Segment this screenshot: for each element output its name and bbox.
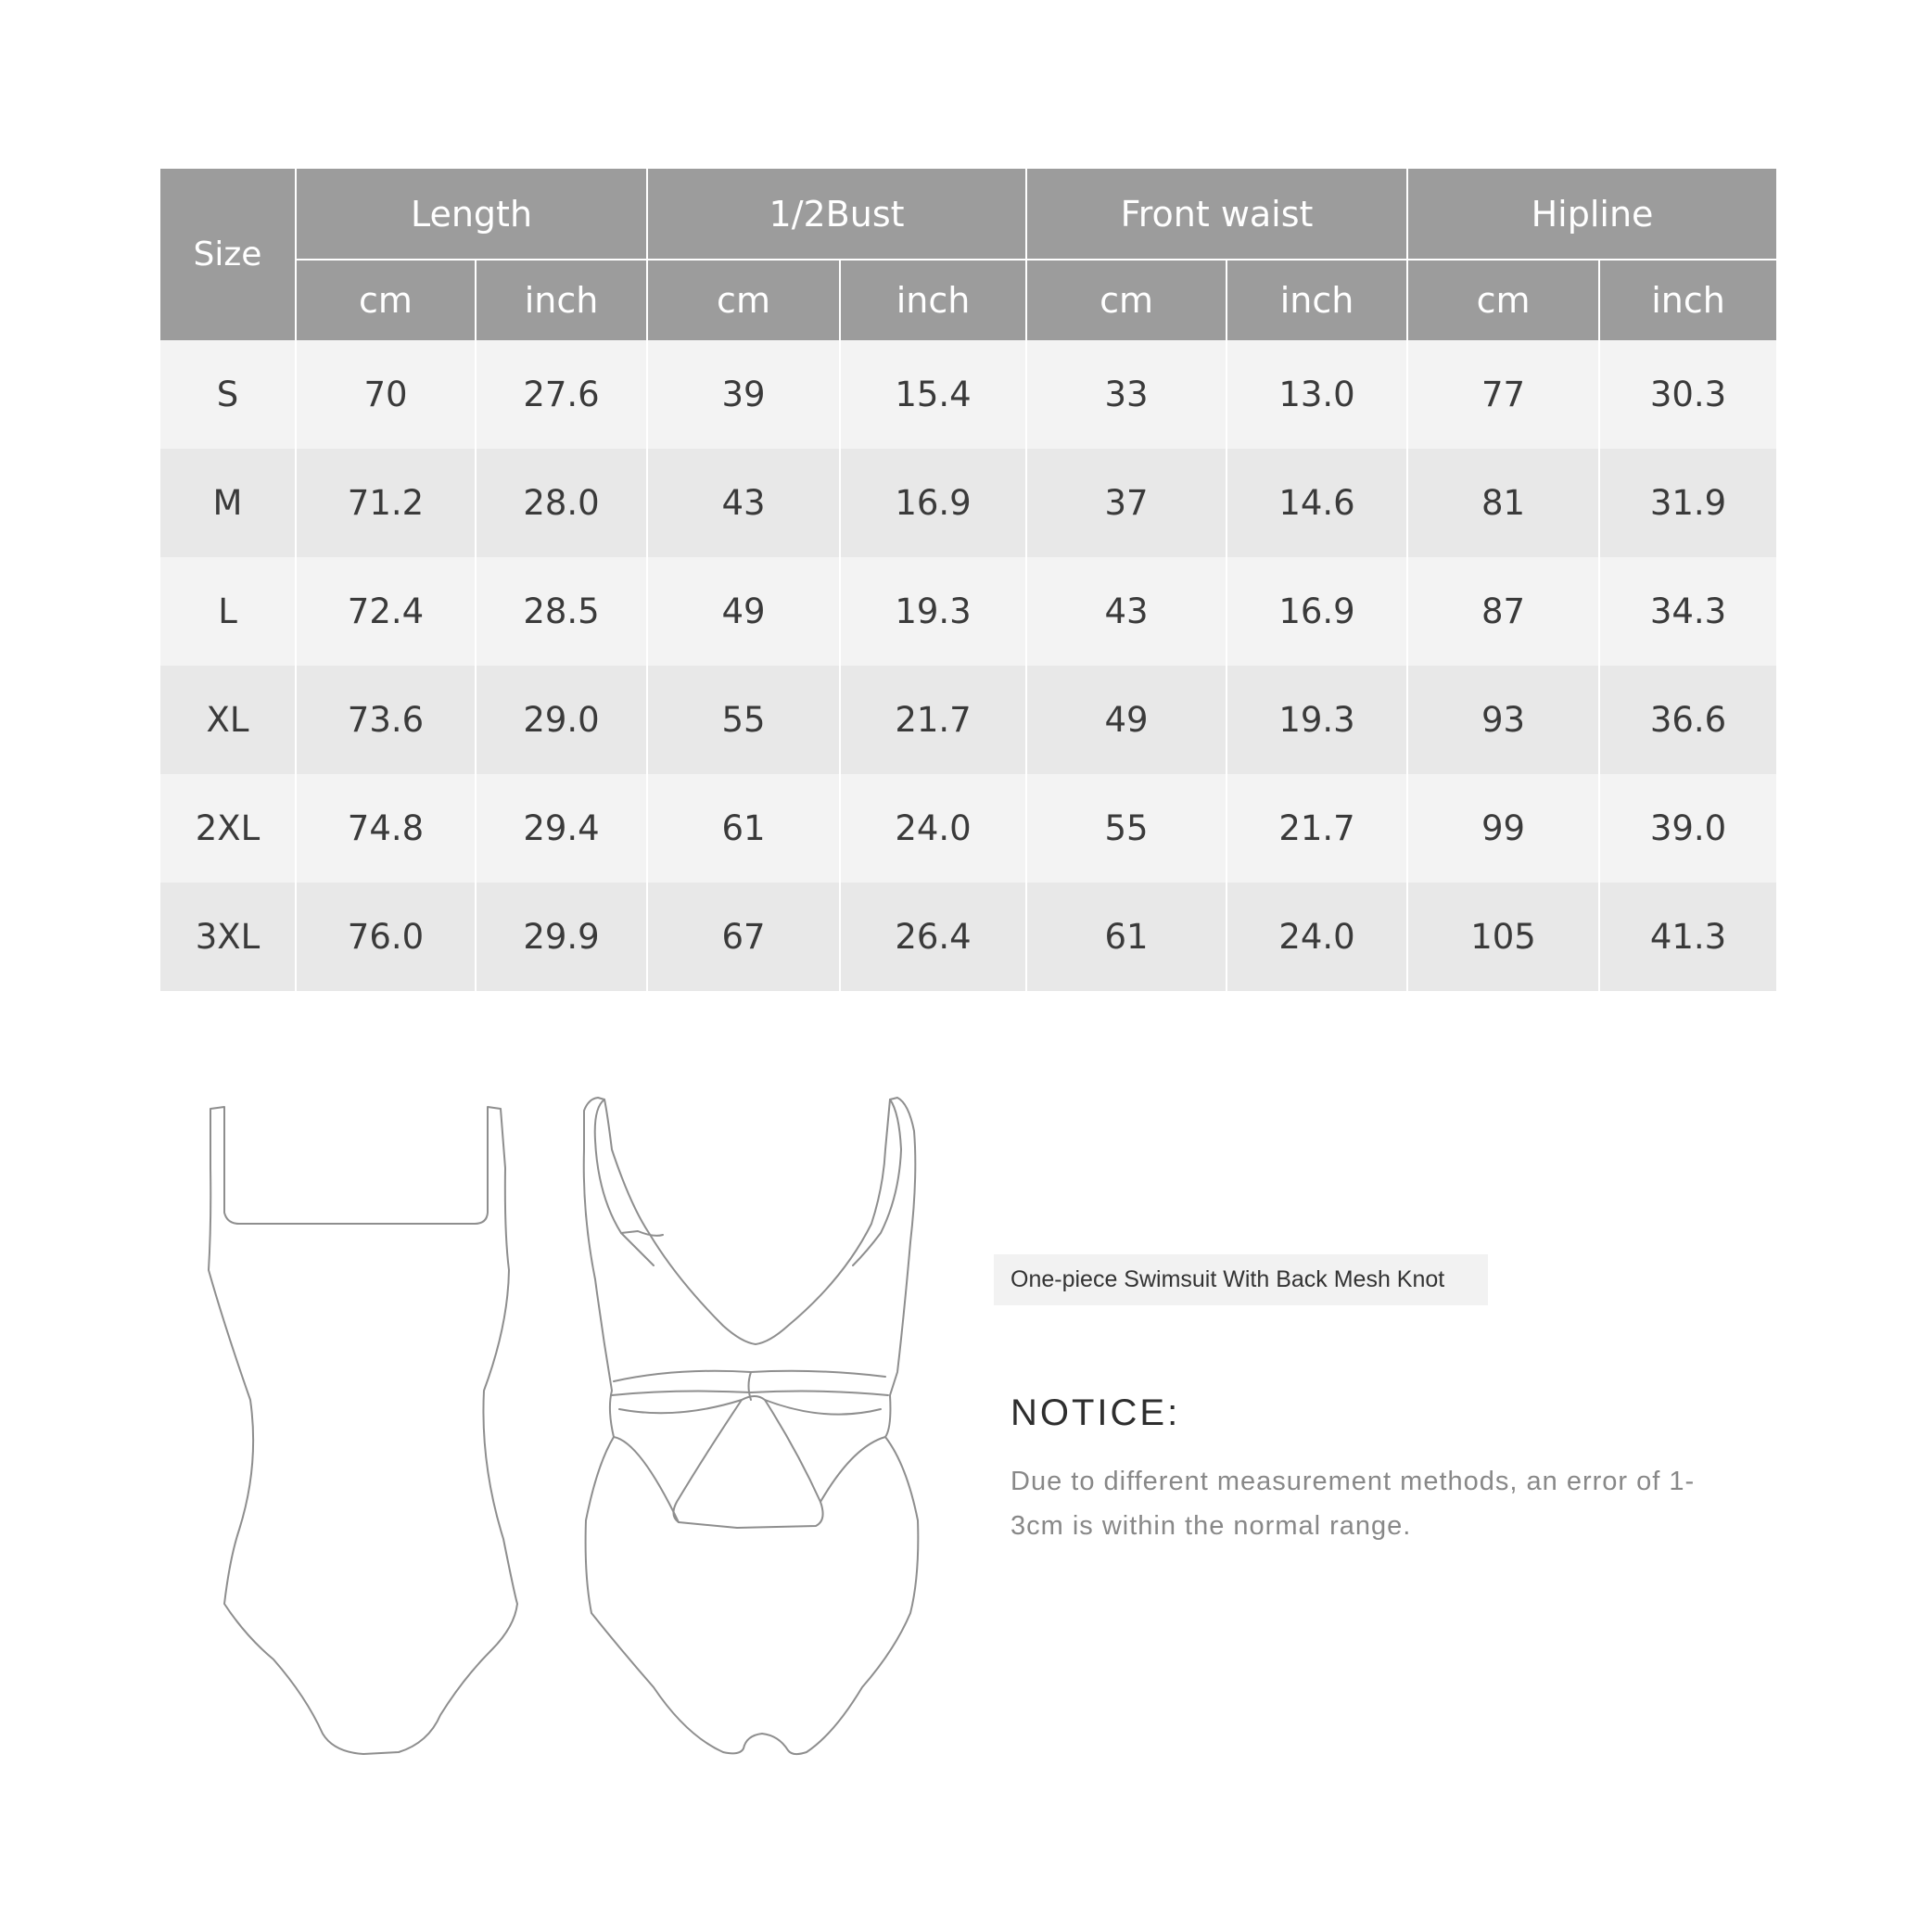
size-cell: XL [160, 666, 296, 774]
table-cell: 36.6 [1599, 666, 1776, 774]
table-row [160, 340, 1776, 449]
table-row [160, 449, 1776, 557]
table-cell: 77 [1407, 340, 1599, 449]
table-cell: 81 [1407, 449, 1599, 557]
table-cell: 29.9 [476, 883, 647, 991]
size-cell: M [160, 449, 296, 557]
table-cell: 93 [1407, 666, 1599, 774]
table-cell: 19.3 [840, 557, 1026, 666]
table-cell: 72.4 [296, 557, 476, 666]
table-row [160, 557, 1776, 666]
table-cell: 13.0 [1227, 340, 1407, 449]
table-cell: 49 [1026, 666, 1227, 774]
table-cell: 61 [647, 774, 840, 883]
table-cell: 76.0 [296, 883, 476, 991]
table-cell: 34.3 [1599, 557, 1776, 666]
table-cell: 28.0 [476, 449, 647, 557]
size-chart-table [160, 169, 1776, 991]
swimsuit-front-illustration [185, 1094, 538, 1780]
size-cell: S [160, 340, 296, 449]
unit-header: cm [647, 260, 840, 340]
table-cell: 105 [1407, 883, 1599, 991]
table-cell: 87 [1407, 557, 1599, 666]
table-cell: 27.6 [476, 340, 647, 449]
unit-header: cm [1407, 260, 1599, 340]
unit-header: cm [296, 260, 476, 340]
table-cell: 24.0 [840, 774, 1026, 883]
table-cell: 19.3 [1227, 666, 1407, 774]
table-cell: 67 [647, 883, 840, 991]
front-waist-header: Front waist [1026, 169, 1407, 260]
size-cell: L [160, 557, 296, 666]
notice-body: Due to different measurement methods, an error of 1-3cm is within the normal range. [1010, 1467, 1696, 1541]
table-cell: 41.3 [1599, 883, 1776, 991]
length-header: Length [296, 169, 647, 260]
swimsuit-back-illustration [566, 1094, 936, 1780]
table-cell: 39 [647, 340, 840, 449]
unit-header: inch [840, 260, 1026, 340]
size-column-header: Size [160, 169, 296, 340]
half-bust-header: 1/2Bust [647, 169, 1026, 260]
table-cell: 74.8 [296, 774, 476, 883]
table-cell: 99 [1407, 774, 1599, 883]
table-row [160, 666, 1776, 774]
table-cell: 30.3 [1599, 340, 1776, 449]
table-cell: 31.9 [1599, 449, 1776, 557]
size-cell: 2XL [160, 774, 296, 883]
unit-header: cm [1026, 260, 1227, 340]
table-cell: 39.0 [1599, 774, 1776, 883]
table-row [160, 774, 1776, 883]
unit-header: inch [1599, 260, 1776, 340]
table-cell: 15.4 [840, 340, 1026, 449]
table-cell: 16.9 [1227, 557, 1407, 666]
table-cell: 33 [1026, 340, 1227, 449]
unit-header: inch [1227, 260, 1407, 340]
table-cell: 14.6 [1227, 449, 1407, 557]
table-cell: 37 [1026, 449, 1227, 557]
table-cell: 29.0 [476, 666, 647, 774]
table-cell: 55 [647, 666, 840, 774]
table-cell: 26.4 [840, 883, 1026, 991]
hipline-header: Hipline [1407, 169, 1776, 260]
table-cell: 29.4 [476, 774, 647, 883]
table-cell: 28.5 [476, 557, 647, 666]
product-name-label: One-piece Swimsuit With Back Mesh Knot [994, 1254, 1488, 1305]
table-cell: 16.9 [840, 449, 1026, 557]
unit-header: inch [476, 260, 647, 340]
table-row [160, 883, 1776, 991]
table-cell: 61 [1026, 883, 1227, 991]
table-cell: 55 [1026, 774, 1227, 883]
table-cell: 21.7 [840, 666, 1026, 774]
table-cell: 24.0 [1227, 883, 1407, 991]
table-cell: 49 [647, 557, 840, 666]
table-cell: 71.2 [296, 449, 476, 557]
table-cell: 70 [296, 340, 476, 449]
notice-title: NOTICE: [1010, 1392, 1181, 1433]
unit-header-row [160, 260, 1776, 340]
table-cell: 73.6 [296, 666, 476, 774]
table-cell: 43 [647, 449, 840, 557]
table-cell: 21.7 [1227, 774, 1407, 883]
table-cell: 43 [1026, 557, 1227, 666]
size-cell: 3XL [160, 883, 296, 991]
